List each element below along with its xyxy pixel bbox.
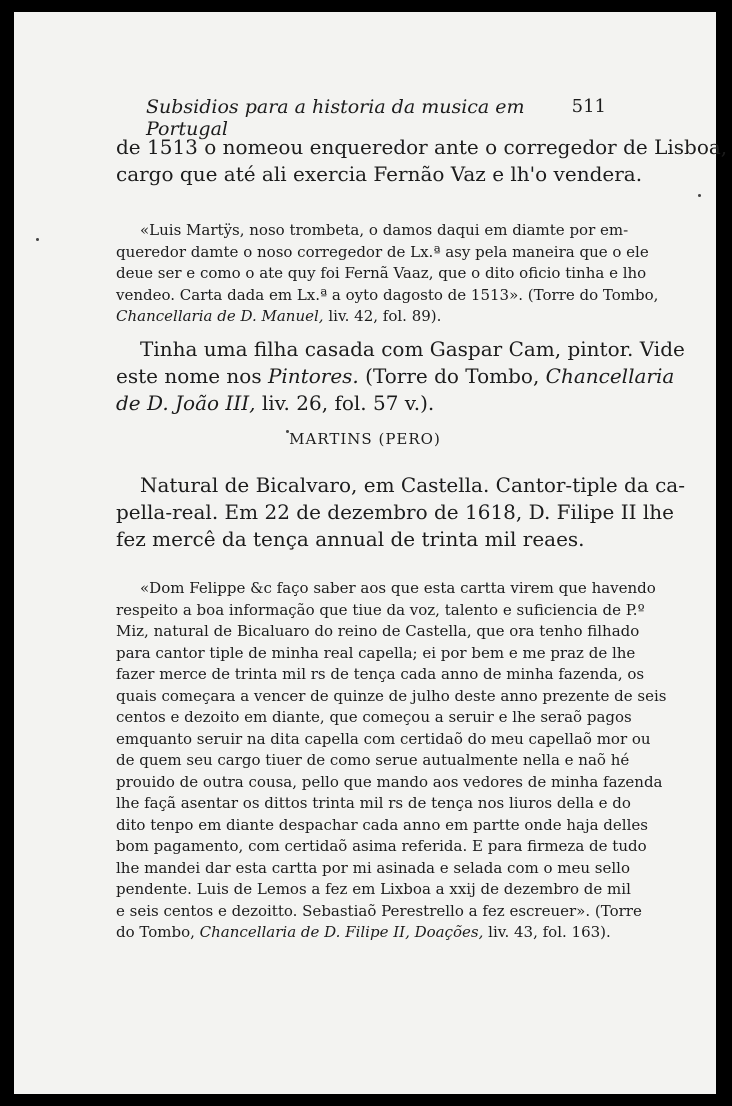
text-line: vendeo. Carta dada em Lx.ª a oyto dagosto de 1513». (Torre do Tombo, (116, 285, 659, 304)
scan-speck (36, 238, 39, 241)
text-line: pella-real. Em 22 de dezembro de 1618, D. Filipe II lhe (116, 500, 674, 524)
text-line: de quem seu cargo tiuer de como serue autualmente nella e naõ hé (116, 751, 630, 769)
source-reference: Chancellaria de D. Filipe II, Doações, (199, 923, 484, 941)
text-line: lhe mandei dar esta cartta por mi asinada e selada com o meu sello (116, 858, 630, 877)
source-reference: Chancellaria de D. Manuel, (116, 307, 324, 325)
text-line: Chancellaria de D. Manuel, liv. 42, fol. 89). (116, 307, 442, 325)
paragraph-luis-martins-end (116, 134, 728, 188)
text-line: «Dom Felippe &c faço saber aos que esta cartta virem que havendo (140, 579, 656, 597)
quote-pero-martins (116, 578, 667, 944)
text-line: Natural de Bicalvaro, em Castella. Cantor-tiple da ca- (140, 473, 685, 497)
text-line: de D. João III, liv. 26, fol. 57 v.). (116, 391, 435, 415)
text-line: fazer merce de trinta mil rs de tença cada anno de minha fazenda, os (116, 665, 645, 683)
text-line: emquanto seruir na dita capella com certidaõ do meu capellaõ mor ou (116, 729, 651, 748)
paragraph-daughter (116, 336, 685, 417)
text-line: e seis centos e dezoitto. Sebastiaõ Perestrello a fez escreuer». (Torre (116, 901, 642, 920)
quote-luis-martins (116, 220, 659, 328)
running-title: Subsidios para a historia da musica em Portugal (146, 96, 525, 140)
text-line: fez mercê da tença annual de trinta mil reaes. (116, 527, 585, 551)
text-line: lhe façã asentar os dittos trinta mil rs de tença nos liuros della e do (116, 794, 631, 812)
text-line: para cantor tiple de minha real capella; ei por bem e me praz de lhe (116, 643, 636, 662)
text-line: prouido de outra cousa, pello que mando aos vedores de minha fazenda (116, 772, 663, 791)
text-line: de 1513 o nomeou enqueredor ante o corregedor de Lisboa, (116, 135, 728, 159)
page-number: 511 (571, 96, 606, 117)
text-line: Tinha uma filha casada com Gaspar Cam, pintor. Vide (140, 337, 685, 361)
text-line: Miz, natural de Bicaluaro do reino de Castella, que ora tenho filhado (116, 622, 640, 640)
text-line: este nome nos Pintores. (Torre do Tombo, Chancellaria (116, 364, 675, 388)
text-line: deue ser e como o ate quy foi Fernã Vaaz, que o dito oficio tinha e lho (116, 264, 647, 282)
text-line: «Luis Martÿs, noso trombeta, o damos daqui em diamte por em- (140, 221, 629, 239)
text-line: do Tombo, Chancellaria de D. Filipe II, Doações, liv. 43, fol. 163). (116, 923, 611, 941)
scan-speck (286, 430, 289, 433)
book-page (14, 12, 728, 1094)
text-line: cargo que até ali exercia Fernão Vaz e lh'o vendera. (116, 162, 643, 186)
text-line: centos e dezoito em diante, que começou a seruir e lhe seraõ pagos (116, 708, 632, 726)
text-line: respeito a boa informação que tiue da voz, talento e suficiencia de P.º (116, 600, 645, 619)
text-line: quais começara a vencer de quinze de julho deste anno prezente de seis (116, 686, 667, 705)
paragraph-pero-martins (116, 472, 685, 553)
text-line: bom pagamento, com certidaõ asima referida. E para firmeza de tudo (116, 837, 647, 855)
scan-speck (698, 194, 701, 197)
text-line: pendente. Luis de Lemos a fez em Lixboa a xxij de dezembro de mil (116, 880, 631, 898)
text-line: queredor damte o noso corregedor de Lx.ª asy pela maneira que o ele (116, 242, 649, 261)
section-heading: MARTINS (PERO) (289, 430, 441, 448)
text-line: dito tenpo em diante despachar cada anno em partte onde haja delles (116, 815, 648, 834)
